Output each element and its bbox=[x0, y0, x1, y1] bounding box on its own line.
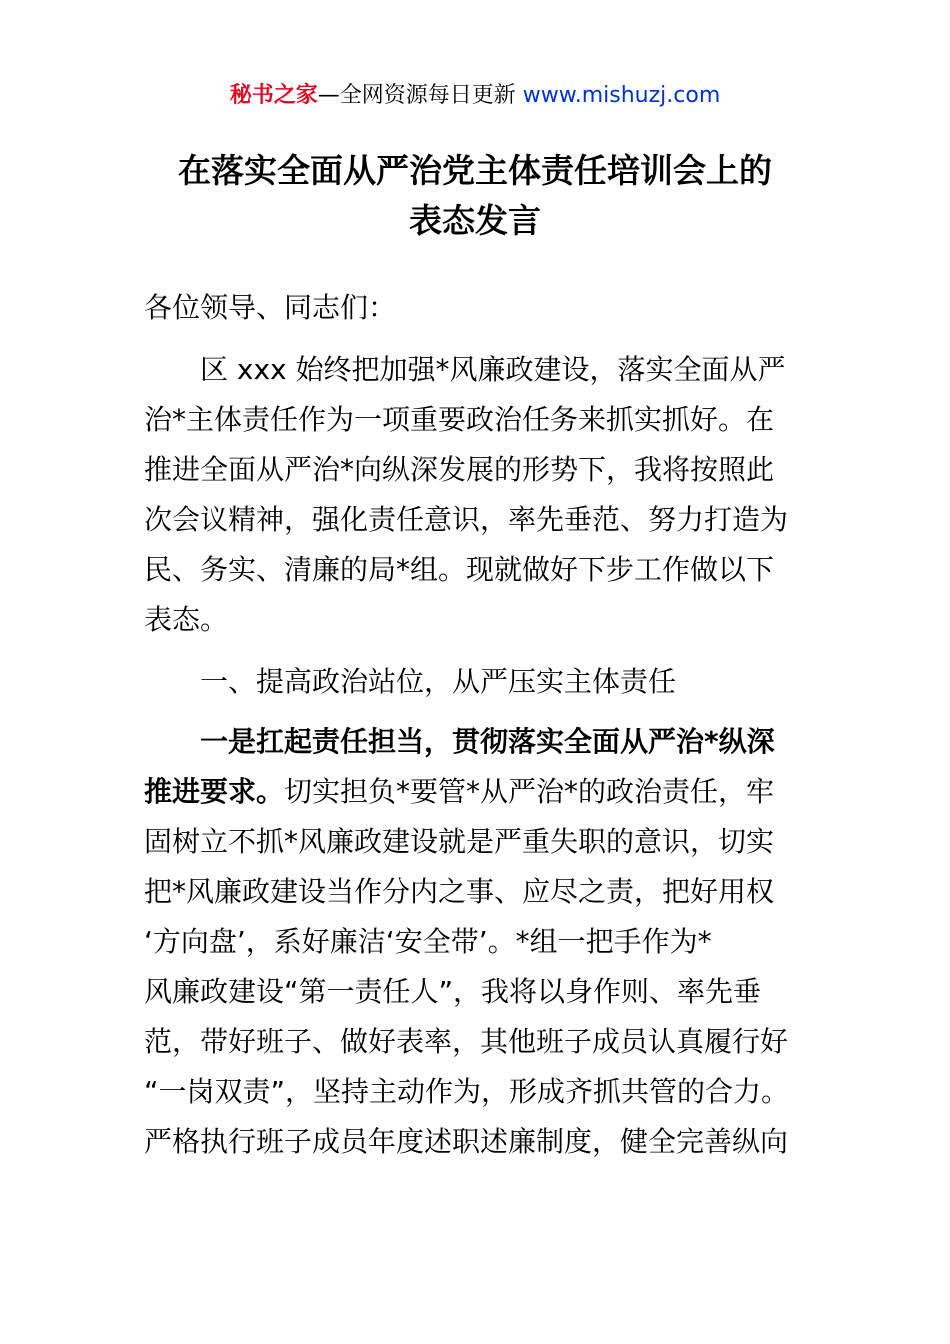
site-header bbox=[0, 80, 950, 112]
paragraph-line: 推进全面从严治*向纵深发展的形势下，我将按照此 bbox=[144, 453, 775, 486]
paragraph-line: 把*风廉政建设当作分内之事、应尽之责，把好用权 bbox=[144, 875, 775, 908]
paragraph-line: ‘方向盘’，系好廉洁‘安全带’。*组一把手作为* bbox=[144, 925, 712, 958]
paragraph-line: 范，带好班子、做好表率，其他班子成员认真履行好 bbox=[144, 1025, 789, 1058]
paragraph-line: 严格执行班子成员年度述职述廉制度，健全完善纵向 bbox=[144, 1125, 789, 1158]
site-brand: 秘书之家 bbox=[229, 83, 318, 108]
paragraph-line: 风廉政建设“第一责任人”，我将以身作则、率先垂 bbox=[144, 975, 762, 1008]
paragraph-line: “一岗双责”，坚持主动作为，形成齐抓共管的合力。 bbox=[144, 1075, 790, 1108]
site-url-link[interactable]: www.mishuzj.com bbox=[522, 83, 721, 108]
paragraph-line: 区 xxx 始终把加强*风廉政建设，落实全面从严 bbox=[200, 353, 786, 386]
paragraph-line-rest: 切实担负*要管*从严治*的政治责任，牢 bbox=[284, 775, 775, 808]
site-tagline: —全网资源每日更新 bbox=[317, 83, 523, 108]
document-title-line-1: 在落实全面从严治党主体责任培训会上的 bbox=[178, 151, 772, 190]
paragraph-bold-lead-end: 推进要求。 bbox=[144, 775, 285, 808]
paragraph-line: 治*主体责任作为一项重要政治任务来抓实抓好。在 bbox=[144, 403, 775, 436]
paragraph-line: 表态。 bbox=[144, 603, 229, 636]
salutation: 各位领导、同志们： bbox=[144, 291, 397, 324]
paragraph-line: 民、务实、清廉的局*组。现就做好下步工作做以下 bbox=[144, 553, 775, 586]
paragraph-line bbox=[144, 767, 774, 817]
section-heading: 一、提高政治站位，从严压实主体责任 bbox=[200, 665, 677, 698]
paragraph-line: 次会议精神，强化责任意识，率先垂范、努力打造为 bbox=[144, 503, 789, 536]
paragraph-line: 固树立不抓*风廉政建设就是严重失职的意识，切实 bbox=[144, 825, 775, 858]
document-title-line-2: 表态发言 bbox=[409, 201, 541, 240]
paragraph-bold-lead: 一是扛起责任担当，贯彻落实全面从严治*纵深 bbox=[200, 725, 775, 758]
